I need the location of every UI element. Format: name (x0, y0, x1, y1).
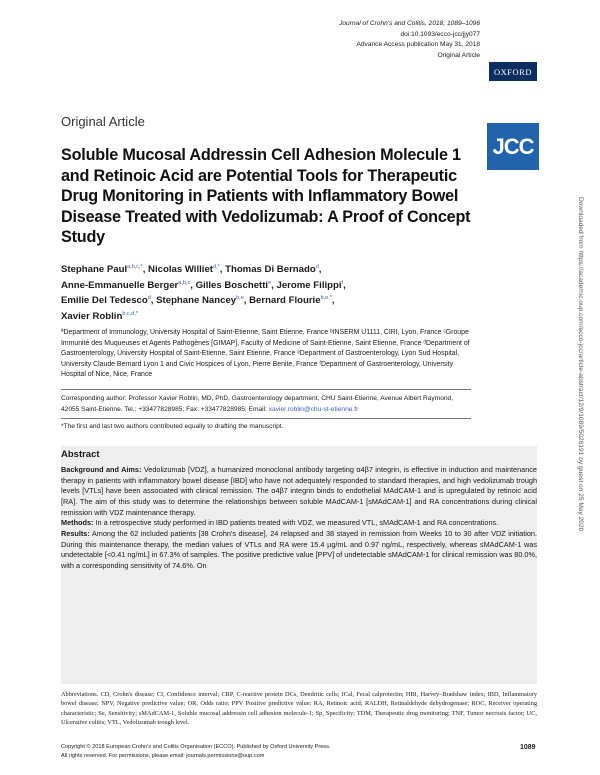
journal-header (220, 19, 480, 61)
author: Stephane Nancey$^{b,e}$ (156, 295, 244, 306)
download-notice: Downloaded from https://academic.oup.com/ecco-jcc/article-abstract/12/9/1089/5026191 by guest on 25 May 2020 (577, 197, 584, 532)
article-type-header: Original Article (437, 51, 480, 59)
page-number: 1089 (520, 744, 536, 751)
abstract-methods: Methods: In a retrospective study performed in IBD patients treated with VDZ, we measured VTL, sMAdCAM-1 and RA concentrations. (61, 518, 499, 528)
download-sidebar (575, 197, 593, 557)
author: Nicolas Williet$^{d,*}$ (148, 264, 220, 275)
equal-contribution-note: *The first and last two authors contributed equally to drafting the manuscript. (61, 423, 284, 430)
author: Jerome Filippi$^f$ (276, 279, 344, 291)
rights-line: All rights reserved. For permissions, please email: journals.permissions@oup.com (61, 752, 265, 759)
author: Emilie Del Tedesco$^d$ (61, 295, 151, 306)
author: Stephane Paul$^{a,b,c,*}$ (61, 264, 143, 275)
access-line: Advance Access publication May 31, 2018 (356, 41, 480, 48)
author-list: Stephane Paul$^{a,b,c,*}$, Nicolas Williet$^{d,*}$, Thomas Di Bernado$^d$, Anne-Emmanuelle Berger$^{a,b,c}$, Gilles Boschetti$^e$, Jerome Filippi$^f$, Emilie Del Tedesco$^d$, Stephane Nancey$^{b,e}$, Bernard Flourie$^{b,e,*}$, Xavier Roblin$^{b,c,d,*}$ (61, 264, 346, 322)
doi-line[interactable]: doi:10.1093/ecco-jcc/jjy077 (400, 30, 480, 38)
oxford-logo: OXFORD (489, 62, 537, 81)
affiliations: ªDepartment of Immunology, University Hospital of Saint-Etienne, Saint Etienne, France ᵇINSERM U1111, CIRI, Lyon, France ᶜGroupe Immunité des Muqueuses et Agents Pathogènes [GIMAP], Faculty of Medicine of Saint-Etienne, Saint Etienne, France ᵈDepartment of Gastroenterology, University Hospital of Saint-Etienne, Saint Etienne, France ᵉDepartment of Gastroenterology, Lyon Sud Hospital, University Claude Bernard Lyon 1 and Civic Hospices of Lyon, Pierre Benite, France ᶠDepartment of Gastroenterology, University Hospital of Nice, Nice, France (61, 329, 470, 379)
author: Anne-Emmanuelle Berger$^{a,b,c}$ (61, 279, 191, 291)
copyright-line: Copyright © 2018 European Crohn's and Colitis Organisation (ECCO). Published by Oxford University Press. (61, 744, 331, 750)
divider (61, 389, 471, 390)
author: Thomas Di Bernado$^d$ (225, 264, 319, 275)
email-link[interactable]: xavier.roblin@chu-st-etienne.fr (268, 405, 359, 413)
abbreviations: Abbreviations. CD, Crohn's disease; CI, Confidence interval; CRP, C-reactive protein DCs, Dendritic cells; fCal, Fecal calprotectin; HBI, Harvey–Bradshaw index; IBD, Inflammatory bowel disease; NPV, Negative predictive value; OR, Odds ratio; PPV Positive predictive value; RA, Retinoic acid; RALDH, Retinaldehyde dehydrogenase; ROC, Receiver operating characteristic; Se, Sensitivity; sMAdCAM-1, Soluble mucosal addressin cell adhesion molecule-1; Sp, Specificity; TDM, Therapeutic drug monitoring; TNF, Tumor necrosis factor; UC, Ulcerative colitis; VTL, Vedolizumab trough level. (61, 691, 537, 726)
correspondence: Corresponding author: Professor Xavier Roblin, MD, PhD, Gastroenterology department, CHU Saint-Etienne, Avenue Albert Raymond, 42055 Saint-Etienne. Tel.: +33477828985; Fax: +33477828985; Email: xavier.roblin@chu-st-etienne.fr (61, 395, 454, 413)
divider (61, 418, 471, 419)
section-label: Original Article (61, 114, 145, 129)
article-title: Soluble Mucosal Addressin Cell Adhesion Molecule 1 and Retinoic Acid are Potential Tools for Therapeutic Drug Monitoring in Patients with Inflammatory Bowel Disease Treated with Vedolizumab: A Proof of Concept Study (61, 146, 471, 246)
jcc-logo: JCC (487, 123, 539, 170)
journal-citation: Journal of Crohn's and Colitis, 2018, 1089–1096 (339, 20, 480, 27)
abstract-heading: Abstract (61, 449, 100, 460)
author: Gilles Boschetti$^e$ (195, 279, 272, 291)
abstract-background: Background and Aims: Vedolizumab [VDZ], a humanized monoclonal antibody targeting α4β7 integrin, is effective in induction and maintenance therapy in patients with inflammatory bowel disease [IBD] who have not adequately responded to standard therapies, and high vedolizumab trough levels [VTLs] have been associated with clinical remission. The α4β7 integrin binds to endothelial MAdCAM-1 and is upregulated by retinoic acid [RA]. The aim of this study was to determine the relationships between soluble MAdCAM-1 [sMAdCAM-1] and RA concentrations during clinical remission with VDZ maintenance therapy. (61, 465, 537, 517)
abstract-results: Results: Among the 62 included patients [38 Crohn's disease], 24 relapsed and 38 stayed in remission from Weeks 10 to 30 after VDZ initiation. During this maintenance therapy, the median values of VTLs and RA were 15.4 µg/mL and 0.97 ng/mL, respectively, whereas sMAdCAM-1 was undetectable [<0.41 ng/mL] in 67.3% of samples. The positive predictive value [PPV] of undetectable sMAdCAM-1 for clinical remission was 80.0%, with a corresponding sensitivity of 74.6%. On (61, 528, 537, 570)
author: Xavier Roblin$^{b,c,d,*}$ (61, 310, 138, 322)
copyright-footer (61, 743, 481, 761)
author: Bernard Flourie$^{b,e,*}$ (249, 295, 332, 306)
abstract-body (61, 465, 537, 572)
